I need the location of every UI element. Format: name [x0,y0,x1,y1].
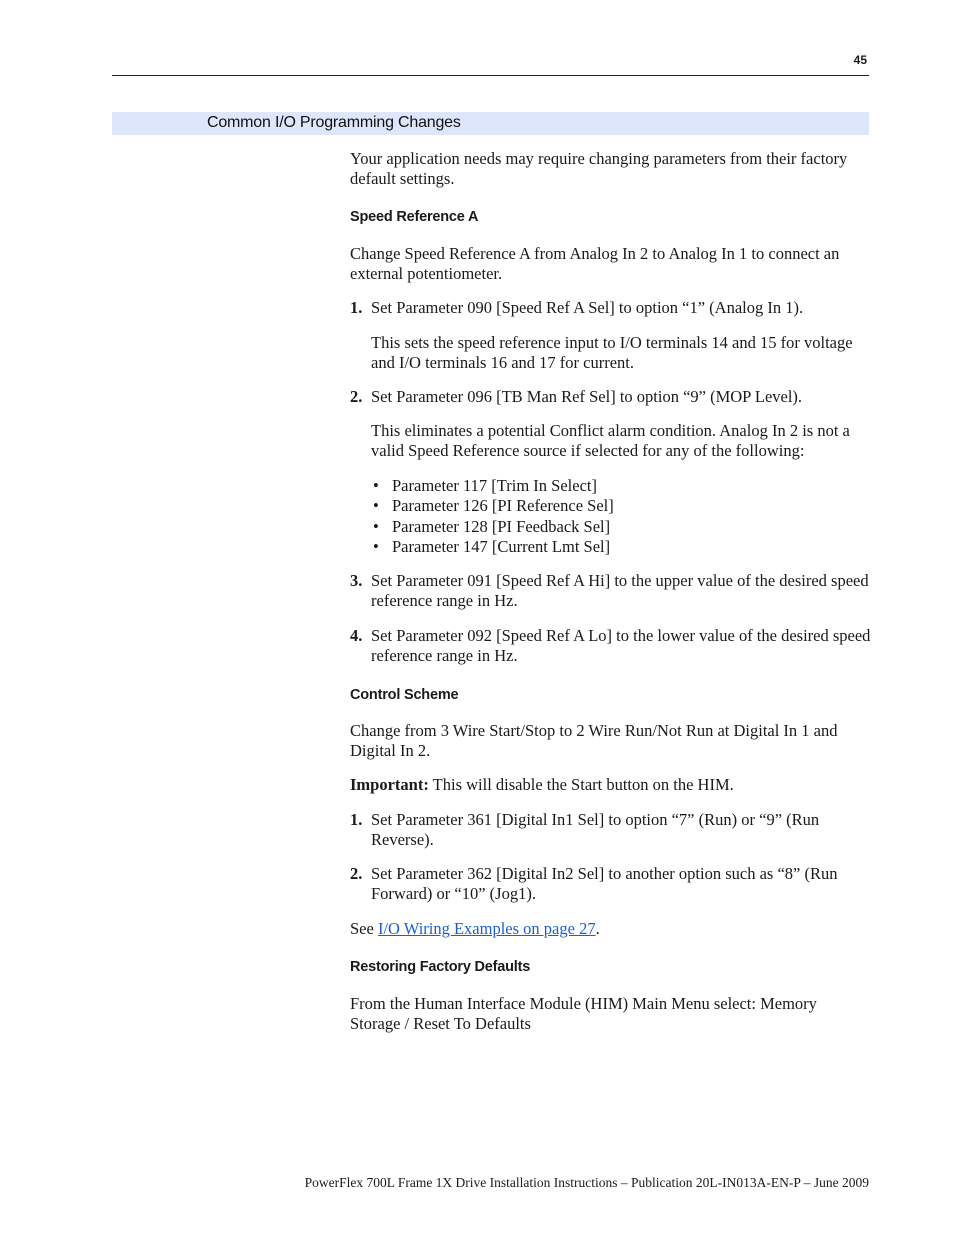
see-prefix: See [350,919,378,938]
speed-step-3 [350,571,870,615]
step-text: Set Parameter 091 [Speed Ref A Hi] to the upper value of the desired speed reference range in Hz. [371,571,869,611]
bullet-text: Parameter 147 [Current Lmt Sel] [392,537,611,556]
bullet-text: Parameter 128 [PI Feedback Sel] [392,517,611,536]
control-step-1 [350,810,870,854]
speed-reference-intro: Change Speed Reference A from Analog In 2 to Analog In 1 to connect an external potentiometer. [350,244,840,284]
step-number: 2. [350,864,363,883]
header-rule [112,75,869,76]
step-number: 1. [350,298,363,317]
bullet-symbol: • [373,517,379,536]
footer: PowerFlex 700L Frame 1X Drive Installation Instructions – Publication 20L-IN013A-EN-P – June 2009 [304,1175,869,1190]
control-step-2 [350,864,870,908]
step-text: Set Parameter 090 [Speed Ref A Sel] to option “1” (Analog In 1). [371,298,804,317]
speed-step-1-note [350,333,870,377]
step-text: Set Parameter 096 [TB Man Ref Sel] to option “9” (MOP Level). [371,387,803,406]
bullet-symbol: • [373,476,379,495]
bullet-text: Parameter 126 [PI Reference Sel] [392,496,614,515]
bullet-item [350,537,870,559]
intro-paragraph: Your application needs may require changing parameters from their factory default settings. [350,149,848,189]
speed-step-4 [350,626,870,670]
step-number: 4. [350,626,363,645]
step-text: Set Parameter 092 [Speed Ref A Lo] to the lower value of the desired speed reference range in Hz. [371,626,871,666]
control-scheme-intro: Change from 3 Wire Start/Stop to 2 Wire Run/Not Run at Digital In 1 and Digital In 2. [350,721,838,761]
bullet-text: Parameter 117 [Trim In Select] [392,476,597,495]
step-number: 3. [350,571,363,590]
speed-step-1 [350,298,870,320]
important-text: This will disable the Start button on the HIM. [428,775,734,794]
step-number: 1. [350,810,363,829]
bullet-item [350,476,870,498]
bullet-item [350,496,870,518]
restoring-defaults-heading: Restoring Factory Defaults [350,959,531,975]
page-number: 45 [853,53,867,67]
wiring-examples-link[interactable]: I/O Wiring Examples on page 27 [377,919,596,938]
step-text: Set Parameter 362 [Digital In2 Sel] to another option such as “8” (Run Forward) or “10” (Jog1). [371,864,838,904]
section-title: Common I/O Programming Changes [207,114,461,131]
important-note [350,775,870,795]
speed-step-2 [350,387,870,409]
control-scheme-heading: Control Scheme [350,687,459,703]
bullet-symbol: • [373,537,379,556]
step-number: 2. [350,387,363,406]
speed-reference-heading: Speed Reference A [350,209,479,225]
section-band [112,112,869,135]
speed-step-2-note [350,421,870,465]
see-suffix: . [595,919,600,938]
see-reference [350,919,870,939]
step-text: Set Parameter 361 [Digital In1 Sel] to option “7” (Run) or “9” (Run Reverse). [371,810,820,850]
important-label: Important: [350,775,429,794]
bullet-item [350,517,870,539]
restoring-defaults-text: From the Human Interface Module (HIM) Main Menu select: Memory Storage / Reset To Defaults [350,994,817,1034]
bullet-symbol: • [373,496,379,515]
step-note: This sets the speed reference input to I/O terminals 14 and 15 for voltage and I/O terminals 16 and 17 for current. [371,333,853,373]
step-note: This eliminates a potential Conflict alarm condition. Analog In 2 is not a valid Speed Reference source if selected for any of the following: [371,421,850,461]
